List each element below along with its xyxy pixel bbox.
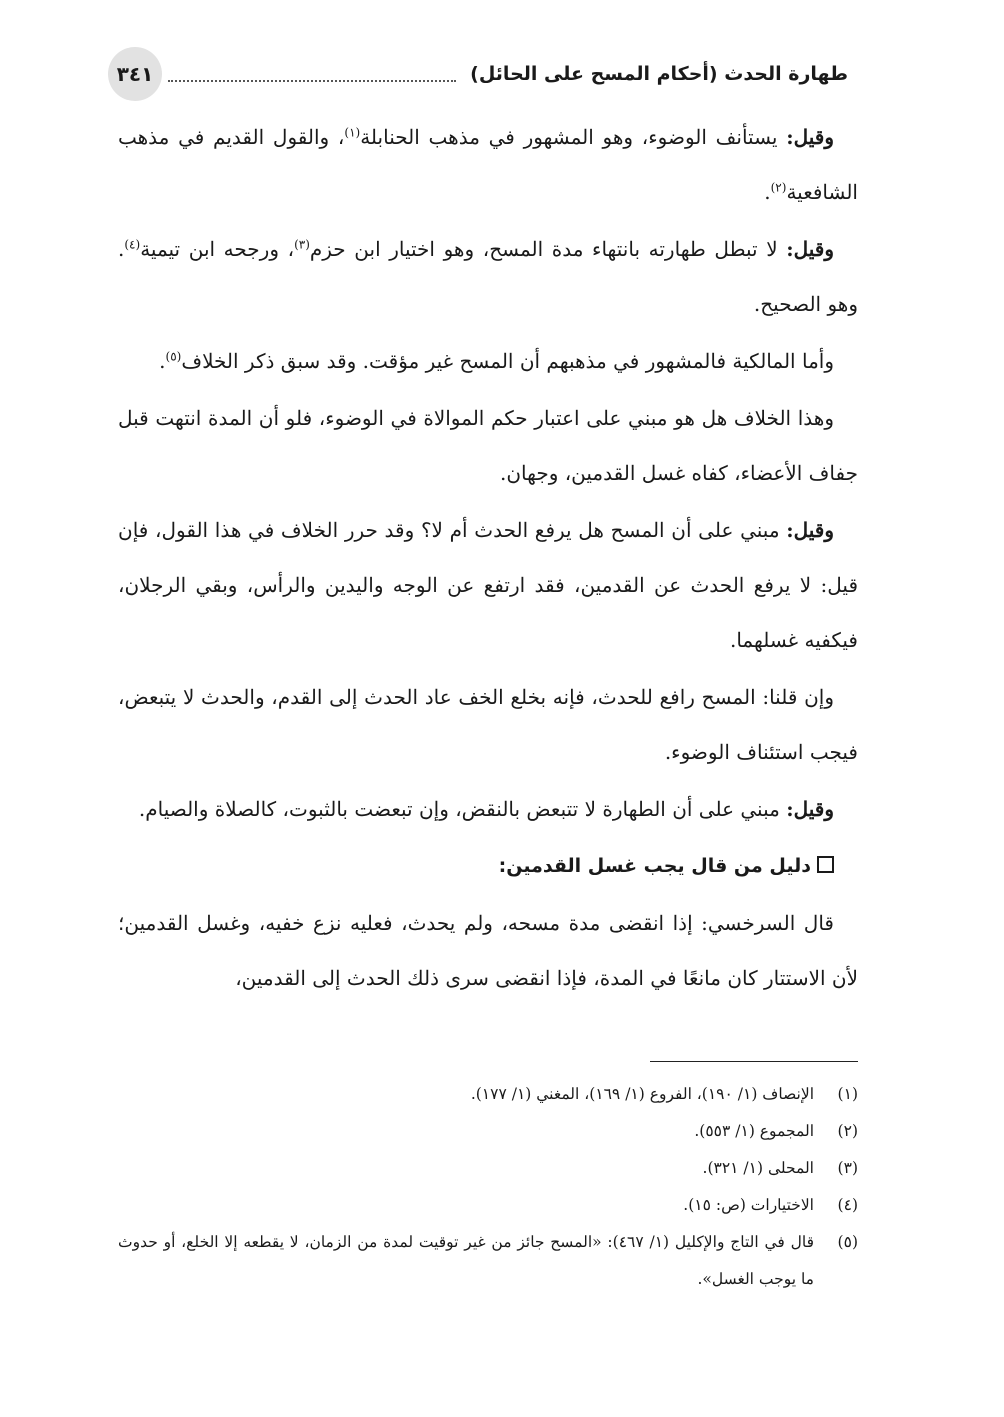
footnote-ref-3[interactable]: (٣) xyxy=(294,237,310,252)
paragraph-text: ، والقول القديم في مذهب الشافعية xyxy=(118,125,858,204)
paragraph-7 xyxy=(118,782,858,837)
paragraph-8 xyxy=(118,896,858,1006)
footnote-2 xyxy=(118,1113,858,1150)
paragraph-6 xyxy=(118,670,858,780)
paragraph-text: مبني على أن الطهارة لا تتبعض بالنقض، وإن تبعضت بالثبوت، كالصلاة والصيام. xyxy=(138,797,787,821)
paragraph-lead: وقيل: xyxy=(786,237,835,261)
paragraph-3 xyxy=(118,334,858,389)
footnote-text: المحلى (١/ ٣٢١). xyxy=(702,1159,814,1177)
footnote-3 xyxy=(118,1150,858,1187)
footnote-5 xyxy=(118,1224,858,1298)
paragraph-text: . وهو الصحيح. xyxy=(118,237,858,316)
footnote-text: الاختيارات (ص: ١٥). xyxy=(683,1196,814,1214)
paragraph-text: ، ورجحه ابن تيمية xyxy=(140,237,295,261)
paragraph-text: يستأنف الوضوء، وهو المشهور في مذهب الحنابلة xyxy=(360,125,787,149)
footnote-separator xyxy=(650,1061,858,1062)
paragraph-text: . xyxy=(159,349,166,373)
section-heading xyxy=(118,839,858,894)
footnote-number: (٤) xyxy=(837,1196,858,1214)
footnote-number: (٥) xyxy=(837,1233,858,1251)
footnote-4 xyxy=(118,1187,858,1224)
footnote-ref-2[interactable]: (٢) xyxy=(770,180,787,195)
page-header xyxy=(108,46,848,102)
paragraph-2 xyxy=(118,222,858,332)
footnote-text: المجموع (١/ ٥٥٣). xyxy=(694,1122,814,1140)
checkbox-bullet-icon xyxy=(817,856,834,873)
footnote-number: (١) xyxy=(837,1085,858,1103)
footnote-ref-5[interactable]: (٥) xyxy=(165,349,182,364)
footnote-text: الإنصاف (١/ ١٩٠)، الفروع (١/ ١٦٩)، المغني (١/ ١٧٧). xyxy=(470,1085,814,1103)
paragraph-text: لا تبطل طهارته بانتهاء مدة المسح، وهو اختيار ابن حزم xyxy=(309,237,787,261)
paragraph-text: . xyxy=(764,180,771,204)
footnote-text: قال في التاج والإكليل (١/ ٤٦٧): «المسح جائز من غير توقيت لمدة من الزمان، لا يقطعه إلا الخلع، أو حدوث ما يوجب الغسل». xyxy=(118,1233,814,1288)
footnote-number: (٣) xyxy=(837,1159,858,1177)
footnote-ref-1[interactable]: (١) xyxy=(344,125,361,140)
footnotes xyxy=(118,1076,858,1298)
paragraph-text: وهذا الخلاف هل هو مبني على اعتبار حكم الموالاة في الوضوء، فلو أن المدة انتهت قبل جفاف الأعضاء، كفاه غسل القدمين، وجهان. xyxy=(118,406,858,485)
paragraph-5 xyxy=(118,503,858,668)
paragraph-lead: وقيل: xyxy=(786,797,834,821)
footnote-1 xyxy=(118,1076,858,1113)
header-dotted-leader xyxy=(168,80,456,82)
paragraph-4 xyxy=(118,391,858,501)
footnote-number: (٢) xyxy=(837,1122,858,1140)
running-title: طهارة الحدث (أحكام المسح على الحائل) xyxy=(470,63,848,85)
paragraph-lead: وقيل: xyxy=(786,518,834,542)
paragraph-text: قال السرخسي: إذا انقضى مدة مسحه، ولم يحدث، فعليه نزع خفيه، وغسل القدمين؛ لأن الاستتار كان مانعًا في المدة، فإذا انقضى سرى ذلك الحدث إلى القدمين، xyxy=(118,911,858,990)
paragraph-1 xyxy=(118,110,858,220)
paragraph-text: مبني على أن المسح هل يرفع الحدث أم لا؟ وقد حرر الخلاف في هذا القول، فإن قيل: لا يرفع الحدث عن القدمين، فقد ارتفع عن الوجه واليدين والرأس، وبقي الرجلان، فيكفيه غسلهما. xyxy=(118,518,858,652)
paragraph-lead: وقيل: xyxy=(786,125,834,149)
page-number-badge: ٣٤١ xyxy=(108,47,162,101)
main-text xyxy=(118,110,858,1008)
paragraph-text: وإن قلنا: المسح رافع للحدث، فإنه بخلع الخف عاد الحدث إلى القدم، والحدث لا يتبعض، فيجب استئناف الوضوء. xyxy=(118,685,858,764)
footnote-ref-4[interactable]: (٤) xyxy=(124,237,141,252)
section-heading-text: دليل من قال يجب غسل القدمين: xyxy=(498,855,811,877)
paragraph-text: وأما المالكية فالمشهور في مذهبهم أن المسح غير مؤقت. وقد سبق ذكر الخلاف xyxy=(181,349,834,373)
